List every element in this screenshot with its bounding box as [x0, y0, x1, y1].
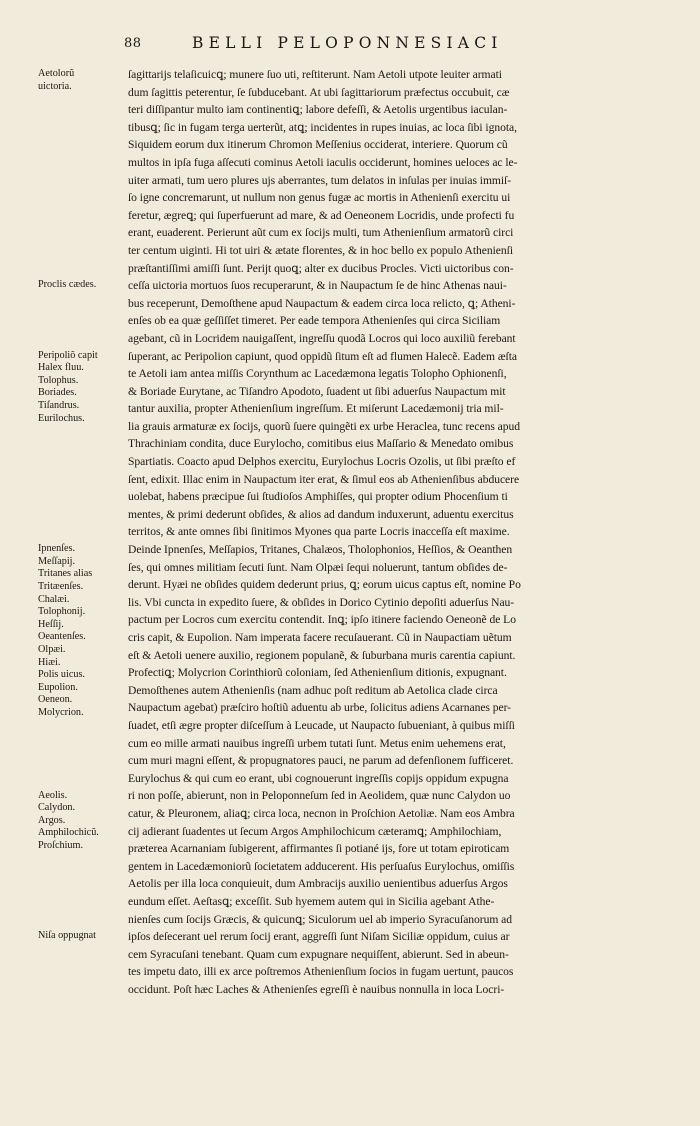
text-line: uiter armati, tum uero plures ujs aberrantes, tum delatos in inſulas per inuias immiſ- [128, 173, 512, 187]
text-line: feretur, ægreꝗ; qui ſuperfuerunt ad mare, & ad Oeneonem Locridis, unde profecti fu [128, 208, 515, 222]
marginal-note-line: Molycrion. [38, 706, 84, 718]
text-line: tantur auxilia, propter Athenienſium ingreſſum. Et miſerunt Lacedæmonij tria mil- [128, 402, 504, 416]
marginal-note-line: uictoria. [38, 80, 72, 92]
marginal-note-line: Oeneon. [38, 694, 73, 706]
text-line: ſent, edixit. Illac enim in Naupactum iter erat, & ſimul eos ab Athenienſibus abducere [128, 472, 520, 486]
text-line: ceſſa uictoria mortuos ſuos recuperarunt, & in Naupactum ſe de hinc Athenas naui- [128, 279, 507, 293]
marginal-note-line: Tritanes alias [38, 568, 93, 580]
text-line: occidunt. Poſt hæc Laches & Athenienſes egreſſi è nauibus nonnulla in loca Locri- [128, 982, 505, 996]
marginal-note-line: Olpæi. [38, 643, 66, 655]
text-line: gentem in Lacedæmoniorũ ſocietatem adducerent. His perſuaſus Eurylochus, omiſſis [128, 859, 515, 873]
text-line: enſes ob ea quæ geſſiſſet timeret. Per eade tempora Athenienſes qui circa Siciliam [128, 314, 501, 328]
text-line: cem Syracuſani tenebant. Quam cum expugnare nequiſſent, abierunt. Sed in abeun- [128, 947, 509, 961]
text-line: teri diſſipantur multo iam continentiꝗ; labore defeſſi, & Aetolis urgentibus iaculan- [128, 103, 508, 117]
text-line: Aetolis per illa loca conquieuit, dum Ambracijs auxilio uenientibus aduerſus Argos [128, 877, 508, 891]
marginal-note-line: Chalæi. [38, 593, 70, 605]
text-line: cum eo mille armati nauibus ingreſſi urbem tutati ſunt. Metus enim uehemens erat, [128, 736, 506, 750]
text-line: eundum eſſet. Aeſtasꝗ; exceſſit. Sub hyemem autem qui in Sicilia agebant Athe- [128, 894, 495, 908]
text-line: Spartiatis. Coacto apud Delphos exercitu, Eurylochus Locris Ozolis, ut ſibi præſto ef [128, 455, 516, 469]
text-line: cij adierant ſuadentes ut ſecum Argos Amphilochicum cæteramꝗ; Amphilochiam, [128, 824, 502, 838]
text-line: catur, & Pleuronem, aliaꝗ; circa loca, necnon in Proſchion Aetoliæ. Nam eos Ambra [128, 806, 515, 820]
text-line: dum ſagittis peterentur, ſe ſubducebant. At ubi ſagittariorum præfectus occubuit, cæ [128, 85, 510, 99]
text-line: Profectiꝗ; Molycrion Corinthiorũ coloniam, ſed Athenienſium ditionis, expugnant. [128, 666, 507, 680]
marginal-note-line: Heſſij. [38, 618, 64, 630]
text-line: Siquidem eorum dux itinerum Chromon Meſſenius occiderat, interiere. Quorum cũ [128, 138, 508, 152]
text-line: Eurylochus & qui cum eo erant, ubi cognouerunt ingreſſis copijs oppidum expugna [128, 771, 509, 785]
marginal-note-line: Boriades. [38, 387, 77, 399]
text-line: præterea Acarnaniam ſubigerent, affirmantes ſi potiané ijs, fore ut totam epiroticam [128, 842, 510, 856]
text-line: lia grauis armaturæ ex ſocijs, quorũ ſuere quingẽti ex urbe Heraclea, tunc recens apud [128, 419, 520, 433]
text-line: ipſos deſecerant uel rerum ſocij erant, aggreſſi ſunt Niſam Siciliæ oppidum, cuius ar [128, 930, 510, 944]
marginal-note-line: Hiæi. [38, 656, 61, 668]
text-line: eſt & Aetoli uenere auxilio, regionem populanẽ, & ſuburbana muris carentia capiunt. [128, 648, 516, 662]
text-line: ſo igne concremarunt, ut nullum non genus fugæ ac mortis in Athenienſi exercitu ui [128, 191, 511, 205]
text-line: præſtantiſſimi amiſſi ſunt. Perijt quoꝗ; alter ex ducibus Procles. Victi uictoribus con- [128, 261, 514, 275]
marginal-note [38, 68, 128, 93]
page-number: 88 [124, 36, 142, 51]
marginal-note [38, 930, 128, 943]
marginal-note-line: Tiſandrus. [38, 399, 80, 411]
marginal-note-line: Aeolis. [38, 789, 68, 801]
running-title: BELLI PELOPONNESIACI [192, 34, 503, 52]
text-line: nienſes cum ſocijs Græcis, & quicunꝗ; Siculorum uel ab imperio Syracuſanorum ad [128, 912, 512, 926]
marginal-note-line: Amphilochicũ. [38, 827, 99, 839]
text-line: multos in ipſa fuga aſſecuti cominus Aetoli iaculis occiderunt, homines ueloces ac le- [128, 155, 518, 169]
text-line: erant, euaderent. Perierunt aũt cum ex ſocijs multi, tum Athenienſium armatorũ circi [128, 226, 514, 240]
text-line: Thrachiniam condita, duce Eurylocho, comitibus eius Maſſario & Menedato omibus [128, 437, 514, 451]
text-line: ſuperant, ac Peripolion capiunt, quod oppidũ ſitum eſt ad flumen Halecẽ. Eadem æſta [128, 349, 517, 363]
marginal-note-line: Tolophus. [38, 374, 79, 386]
marginal-note-line: Meſſapij. [38, 555, 76, 567]
marginal-note-line: Eupolion. [38, 681, 78, 693]
marginal-note-line: Halex fluu. [38, 362, 84, 374]
marginal-note-line: Argos. [38, 814, 66, 826]
text-line: Demoſthenes autem Athenienſis (nam adhuc poſt reditum ab Aetolica clade circa [128, 683, 498, 697]
text-line: uolebat, habens præcipue ſui ſtudioſos Amphiſſes, qui propter odium Phocenſium ti [128, 490, 508, 504]
marginal-note-line: Niſa oppugnat [38, 930, 97, 942]
text-line: agebant, cũ in Locridem nauigaſſent, ingreſſu quodã Locros qui loco auxiliũ ferebant [128, 331, 516, 345]
text-line: mentes, & primi dederunt obſides, & alios ad dandum induxerunt, aduentu exercitus [128, 507, 514, 521]
text-line: cris capit, & Eupolion. Nam imperata facere recuſauerant. Cũ in Naupactiam uẽtum [128, 631, 512, 644]
text-line: Deinde Ipnenſes, Meſſapios, Tritanes, Chalæos, Tholophonios, Heſſios, & Oeanthen [128, 543, 513, 557]
marginal-note [38, 350, 128, 426]
marginal-note-line: Aetolorũ [38, 68, 75, 79]
text-line: tes impetu dato, illi ex arce poſtremos Athenienſium ſocios in fugam uertunt, paucos [128, 965, 514, 979]
marginal-note-line: Polis uicus. [38, 669, 85, 681]
marginal-note [38, 790, 128, 853]
text-line: ſes, qui omnes militiam ſecuti ſunt. Nam Olpæi ſequi noluerunt, tantum obſides de- [128, 560, 508, 574]
marginal-note-line: Eurilochus. [38, 412, 85, 424]
page-header [0, 34, 700, 56]
marginal-note-line: Proclis cædes. [38, 279, 97, 291]
text-line: Naupactum agebat) præſciro hoſtiũ aduentu ab urbe, ſolicitus adiens Acarnanes per- [128, 701, 511, 715]
marginal-note-line: Tolophonij. [38, 606, 86, 618]
text-line: ter centum uiginti. Hi tot uiri & ætate florentes, & in hoc bello ex populo Athenienſi [128, 243, 513, 257]
marginal-note-line: Tritæenſes. [38, 580, 84, 592]
marginal-note-line: Oeantenſes. [38, 631, 86, 643]
marginal-note-line: Calydon. [38, 802, 76, 814]
text-line: cum muri magni eſſent, & propugnatores pauci, ne parum ad defenſionem ſufficeret. [128, 754, 514, 768]
marginal-note-line: Proſchium. [38, 839, 83, 851]
text-line: te Aetoli iam antea miſſis Corynthum ac Lacedæmona legatis Tolopho Ophionenſi, [128, 367, 507, 381]
text-line: ri non poſſe, abierunt, non in Peloponneſum ſed in Aeolidem, quæ nunc Calydon uo [128, 789, 511, 803]
body-text [128, 66, 684, 998]
text-line: territos, & ante omnes ſibi ſinitimos Myones qua parte Locris inacceſſa eſt maxime. [128, 525, 510, 539]
marginal-note-line: Ipnenſes. [38, 543, 76, 555]
text-line: derunt. Hyæi ne obſides quidem dederunt prius, ꝗ; eorum uicus captus eſt, nomine Po [128, 578, 521, 592]
text-line: ſuadet, etſi ægre propter diſceſſum à Leucade, ut Naupacto ſubueniant, à quibus miſſi [128, 718, 515, 732]
text-line: ſagittarijs telaſicuicꝗ; munere ſuo uti, reſtiterunt. Nam Aetoli utpote leuiter armati [128, 68, 502, 81]
text-line: bus receperunt, Demoſthene apud Naupactum & eadem circa loca relicto, ꝗ; Atheni- [128, 296, 516, 310]
text-line: lis. Vbi cuncta in expedito ſuere, & obſides in Dorico Cytinio depoſiti aduerſus Nau- [128, 595, 515, 609]
marginal-note [38, 279, 128, 292]
marginal-note [38, 543, 128, 719]
text-line: tibusꝗ; ſic in fugam terga uerterũt, atꝗ; incidentes in rupes inuias, ac loca ſibi ignota, [128, 120, 517, 134]
text-line: & Boriade Eurytane, ac Tiſandro Apodoto, ſuadent ut ſibi aduerſus Naupactum mit [128, 384, 506, 398]
marginal-note-line: Peripoliõ capit [38, 349, 98, 361]
text-line: pactum per Locros cum exercitu contendit. Inꝗ; ipſo itinere faciendo Oeneonẽ de Lo [128, 613, 516, 627]
